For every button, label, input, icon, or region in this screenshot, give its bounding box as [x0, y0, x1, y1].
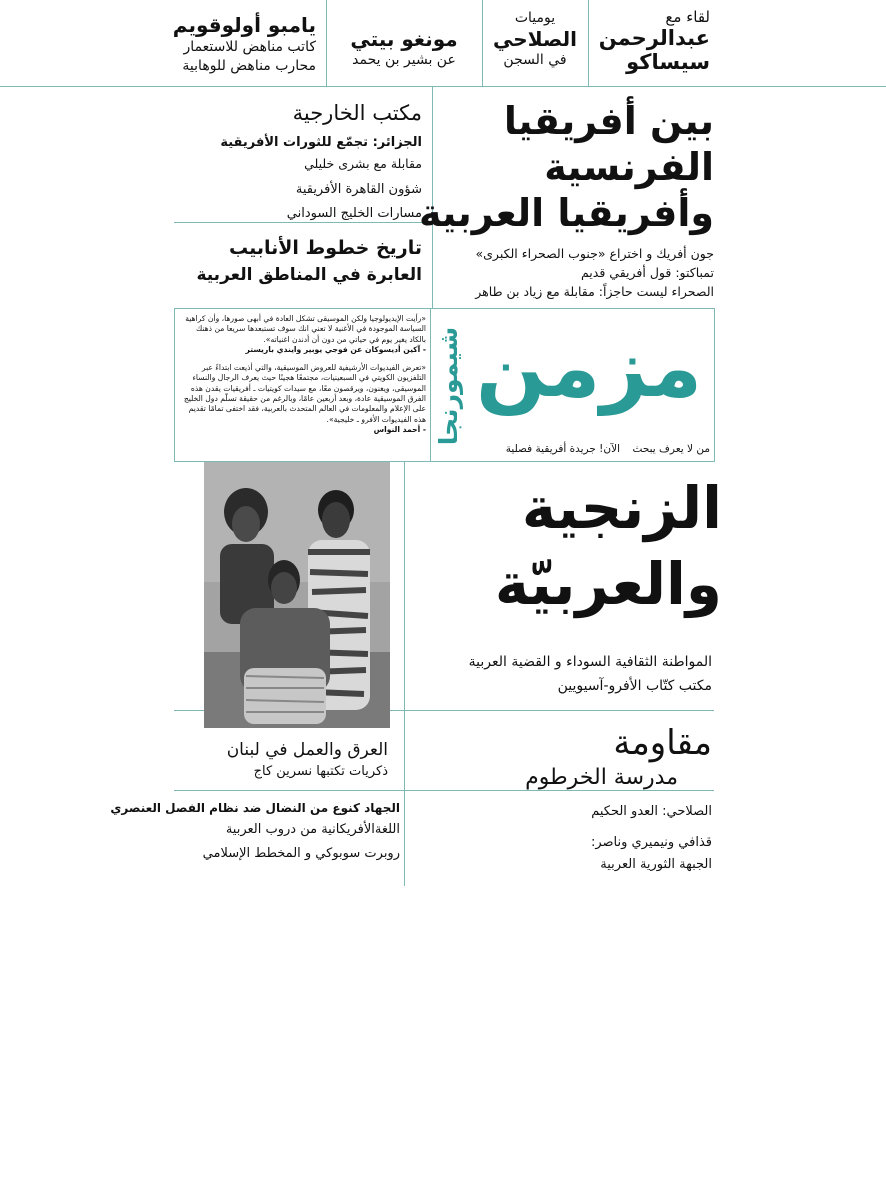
lead-items — [454, 244, 714, 301]
quote-1-author: - آكين أديسوكان عن فوجي يوبير وايندي باريستر — [245, 344, 426, 354]
header-yambo-title: يامبو أولوقويم — [172, 13, 316, 37]
lead-item-1: جون أفريك و اختراع «جنوب الصحراء الكبرى» — [475, 246, 714, 261]
rule-top — [0, 86, 886, 87]
bottom-right-block — [432, 800, 712, 876]
header-mongo-beti — [326, 26, 482, 68]
masthead-logo — [466, 310, 712, 428]
quote-2-author: - أحمد النواس — [373, 424, 426, 434]
header-mongo-beti-title: مونغو بيتي — [350, 27, 458, 51]
photo-caption — [178, 738, 388, 782]
photo-caption-title: العرق والعمل في لبنان — [226, 740, 388, 760]
pipelines-headline — [176, 234, 422, 288]
feature-headline-line2: والعربيّة — [494, 550, 722, 618]
header-yambo — [150, 12, 316, 76]
feature-sub-line1: المواطنة الثقافية السوداء و القضية العربية — [468, 654, 712, 670]
feature-headline — [422, 470, 722, 622]
lead-headline-line1: بين أفريقيا — [503, 99, 714, 143]
header-diaries — [482, 10, 588, 68]
office-item1-sub: مقابلة مع بشرى خليلي — [304, 156, 422, 171]
masthead-tagline-right: من لا يعرف يبحث — [632, 443, 710, 455]
lead-item-2: تمباكتو: قول أفريقي قديم — [580, 265, 714, 280]
rule-v-mast-mid — [430, 308, 431, 462]
rule-v-mast-left — [174, 308, 175, 462]
bottom-left-line3: روبرت سوبوكي و المخطط الإسلامي — [202, 846, 400, 861]
bottom-left-block — [110, 798, 400, 866]
office-item3: مسارات الخليج السوداني — [286, 206, 422, 221]
header-yambo-line2: محارب مناهض للوهابية — [182, 58, 316, 74]
rule-mast-top — [174, 308, 714, 309]
lead-headline-line3: وأفريقيا العربية — [418, 191, 714, 235]
resistance-subtitle: مدرسة الخرطوم — [525, 765, 678, 790]
bottom-left-line2: اللغةالأفريكانية من دروب العربية — [225, 822, 400, 837]
header-interview-name: عبدالرحمن — [598, 26, 710, 50]
header-interview-intro: لقاء مع — [665, 8, 710, 26]
office-item1-title: الجزائر: تجمّع للثورات الأفريقية — [220, 135, 422, 150]
masthead-logo-text: مزمن — [475, 321, 703, 416]
masthead-tagline-left: الآن! جريدة أفريقية فصلية — [505, 443, 620, 455]
office-title: مكتب الخارجية — [292, 101, 422, 125]
bottom-right-line1: الصلاحي: العدو الحكيم — [591, 804, 712, 819]
masthead-vertical-text: شيمورنجا — [434, 326, 463, 446]
masthead-vertical — [344, 1038, 384, 1188]
quotes-block — [178, 314, 426, 435]
masthead-vertical-word — [432, 316, 466, 456]
photo-caption-sub: ذكريات تكتبها نسرين كاج — [253, 764, 388, 779]
header-yambo-line1: كاتب مناهض للاستعمار — [183, 39, 316, 55]
header-diaries-intro: يوميات — [514, 10, 556, 26]
quote-2: «تعرض الفيديوات الأرشيفية للعروض الموسيقية، والتي أذيعت ابتداءً عبر التلفزيون الكويتي في السبعينيات، مجتمعًا هجينًا حيث يعرف الرجال والنساء الموسيقى، ويغنون، ويرقصون معًا، مع سيدات كويتيات ـ أفريقيات يقدن هذه الفرق الموسيقية عادة، وبعد أربعين عامًا، وبالرغم من حقيقة تسلّم دول الخليج على الإعلام والمعلومات في العالم المتحدث بالعربية، فقد اختفى تمامًا تقديم هذه الفيديوات الأفرو ـ خليجية». — [183, 363, 426, 424]
header-interview-surname: سيساكو — [626, 50, 710, 74]
photo-three-women — [204, 462, 390, 728]
photo — [204, 462, 390, 728]
office-section — [178, 98, 422, 226]
resistance — [412, 722, 712, 792]
bottom-right-line2: قذافي ونيميري وناصر: — [590, 835, 712, 850]
lead-headline-line2: الفرنسية — [544, 145, 714, 189]
feature-sub — [412, 650, 712, 698]
rule-v-lower — [404, 462, 405, 886]
bottom-right-line3: الجبهة الثورية العربية — [600, 857, 712, 872]
header-mongo-beti-sub: عن بشير بن يحمد — [352, 52, 456, 68]
pipelines-line1: تاريخ خطوط الأنابيب — [228, 237, 422, 259]
rule-v-mast-right — [714, 308, 715, 462]
lead-headline — [418, 98, 714, 236]
quote-1: «رأيت الإيديولوجيا ولكن الموسيقى تشكل العادة في أبهى صورها، وأن كراهية السياسة الموجودة في الأغنية لا تعني انك سوف تستبعدها سريعا من ذهنك بالكاد يغير يوم في حياتي من دون أن أدندن اغنياته». — [185, 314, 426, 344]
header-diaries-name: الصلاحي — [493, 27, 577, 51]
pipelines-line2: العابرة في المناطق العربية — [196, 265, 422, 285]
bottom-left-title: الجهاد كنوع من النضال ضد نظام الفصل العنصري — [110, 801, 400, 815]
resistance-title: مقاومة — [613, 723, 712, 763]
feature-headline-line1: الزنجية — [521, 474, 722, 542]
lead-item-3: الصحراء ليست حاجزاً: مقابلة مع زياد بن طاهر — [475, 284, 714, 299]
feature-sub-line2: مكتب كتّاب الأفرو-آسيويين — [557, 678, 712, 694]
header-diaries-sub: في السجن — [503, 52, 567, 68]
office-item2: شؤون القاهرة الأفريقية — [295, 182, 422, 197]
header-interview — [570, 8, 710, 74]
